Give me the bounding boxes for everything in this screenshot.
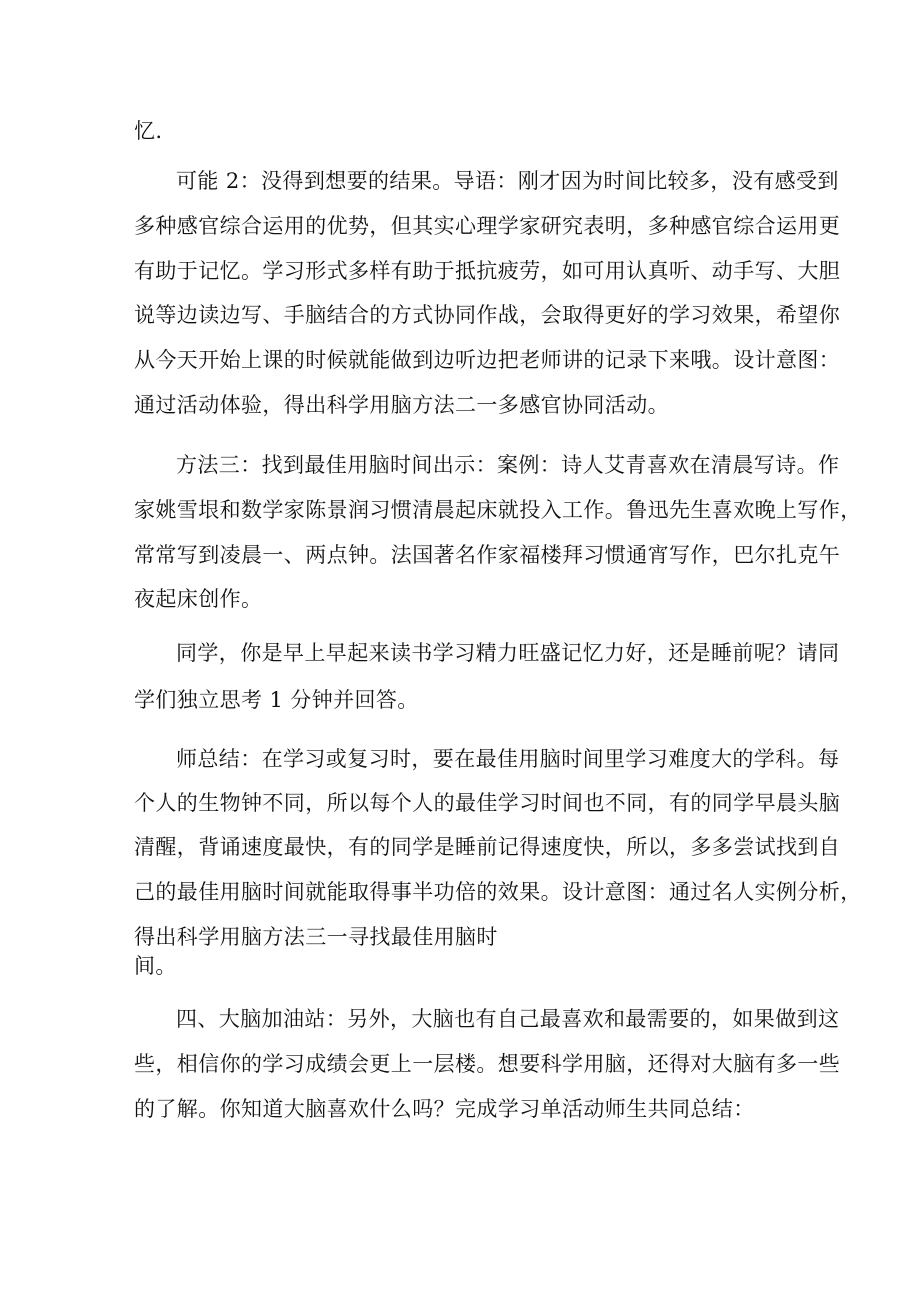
text-line: 清醒，背诵速度最快，有的同学是睡前记得速度快，所以，多多尝试找到自	[134, 835, 841, 859]
text-line: 四、大脑加油站：另外，大脑也有自己最喜欢和最需要的，如果做到这	[176, 1007, 840, 1031]
text-line: 得出科学用脑方法三一寻找最佳用脑时	[134, 925, 498, 949]
text-line: 学们独立思考 1 分钟并回答。	[134, 688, 419, 712]
text-line: 的了解。你知道大脑喜欢什么吗？完成学习单活动师生共同总结：	[134, 1097, 755, 1121]
text-line: 从今天开始上课的时候就能做到边听边把老师讲的记录下来哦。设计意图：	[134, 348, 841, 372]
text-line: 忆.	[134, 119, 163, 143]
text-line: 师总结：在学习或复习时，要在最佳用脑时间里学习难度大的学科。每	[176, 747, 840, 771]
text-line: 家姚雪垠和数学家陈景润习惯清晨起床就投入工作。鲁迅先生喜欢晚上写作，	[134, 498, 862, 522]
text-line: 些，相信你的学习成绩会更上一层楼。想要科学用脑，还得对大脑有多一些	[134, 1052, 841, 1076]
text-line: 有助于记忆。学习形式多样有助于抵抗疲劳，如可用认真听、动手写、大胆	[134, 259, 841, 283]
text-line: 方法三：找到最佳用脑时间出示：案例：诗人艾青喜欢在清晨写诗。作	[176, 453, 840, 477]
text-line: 同学，你是早上早起来读书学习精力旺盛记忆力好，还是睡前呢？请同	[176, 641, 840, 665]
text-line: 间。	[134, 954, 177, 978]
text-line: 通过活动体验，得出科学用脑方法二一多感官协同活动。	[134, 393, 669, 417]
text-line: 个人的生物钟不同，所以每个人的最佳学习时间也不同，有的同学早晨头脑	[134, 791, 841, 815]
text-line: 说等边读边写、手脑结合的方式协同作战，会取得更好的学习效果，希望你	[134, 303, 841, 327]
text-line: 常常写到凌晨一、两点钟。法国著名作家福楼拜习惯通宵写作，巴尔扎克午	[134, 543, 841, 567]
text-line: 夜起床创作。	[134, 587, 263, 611]
text-line: 多种感官综合运用的优势，但其实心理学家研究表明，多种感官综合运用更	[134, 214, 841, 238]
text-line: 己的最佳用脑时间就能取得事半功倍的效果。设计意图：通过名人实例分析，	[134, 880, 862, 904]
text-line: 可能 2：没得到想要的结果。导语：刚才因为时间比较多，没有感受到	[176, 169, 839, 193]
